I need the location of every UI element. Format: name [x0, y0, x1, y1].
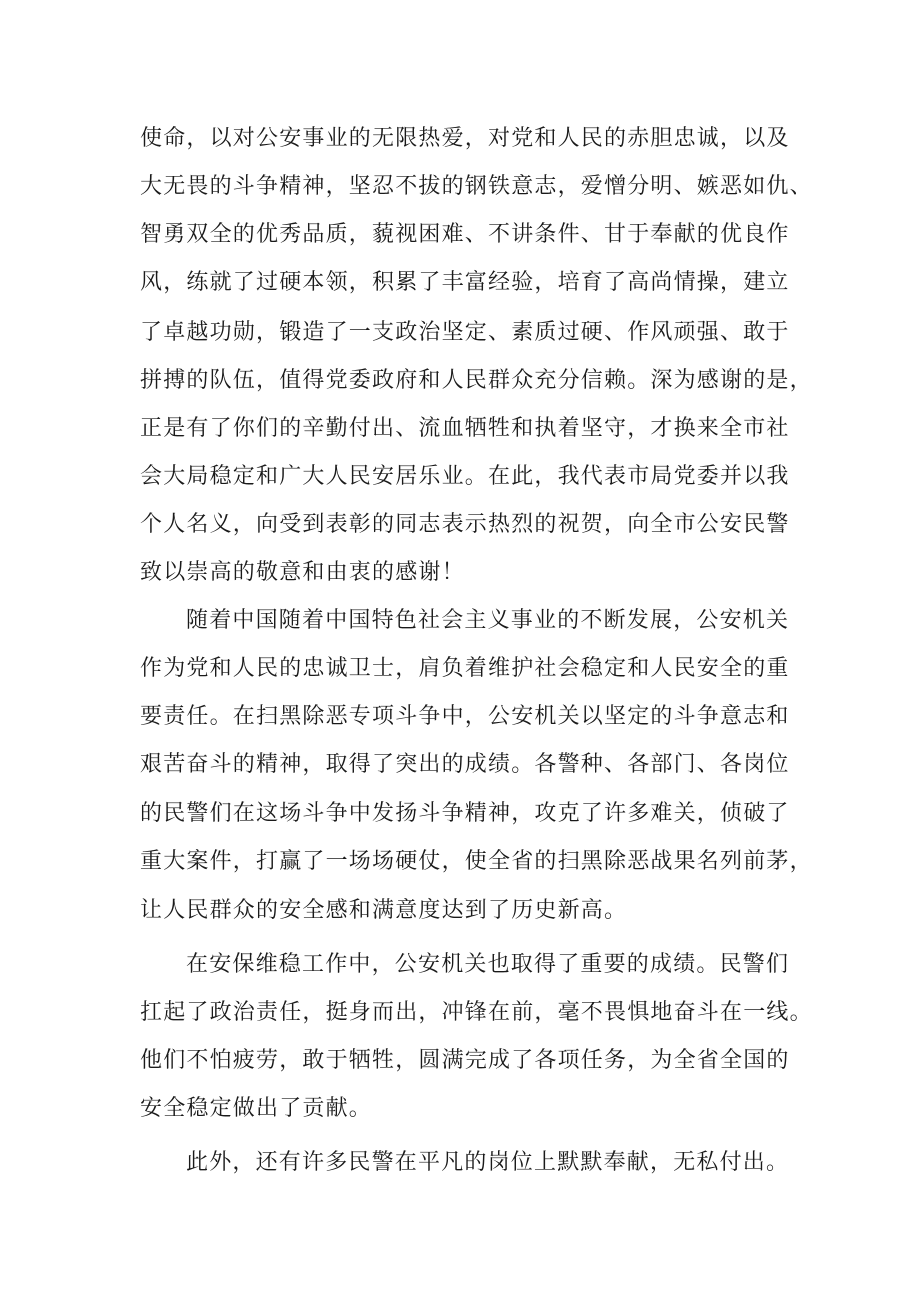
text-line: 要责任。在扫黑除恶专项斗争中，公安机关以坚定的斗争意志和 [140, 704, 790, 729]
text-line: 他们不怕疲劳，敢于牺牲，圆满完成了各项任务，为全省全国的 [140, 1048, 790, 1073]
text-line: 作为党和人民的忠诚卫士，肩负着维护社会稳定和人民安全的重 [140, 656, 790, 681]
text-line: 使命，以对公安事业的无限热爱，对党和人民的赤胆忠诚，以及 [140, 126, 790, 151]
text-line: 艰苦奋斗的精神，取得了突出的成绩。各警种、各部门、各岗位 [140, 752, 790, 777]
text-line: 风，练就了过硬本领，积累了丰富经验，培育了高尚情操，建立 [140, 270, 790, 295]
text-line: 了卓越功勋，锻造了一支政治坚定、素质过硬、作风顽强、敢于 [140, 320, 790, 345]
paragraph-first-line: 随着中国随着中国特色社会主义事业的不断发展，公安机关 [186, 608, 790, 633]
text-line: 智勇双全的优秀品质，藐视困难、不讲条件、甘于奉献的优良作 [140, 222, 790, 247]
text-line: 扛起了政治责任，挺身而出，冲锋在前，毫不畏惧地奋斗在一线。 [140, 1000, 813, 1025]
text-line: 大无畏的斗争精神，坚忍不拔的钢铁意志，爱憎分明、嫉恶如仇、 [140, 174, 813, 199]
text-line: 让人民群众的安全感和满意度达到了历史新高。 [140, 898, 628, 923]
text-line: 的民警们在这场斗争中发扬斗争精神，攻克了许多难关，侦破了 [140, 801, 790, 826]
text-line: 重大案件，打赢了一场场硬仗，使全省的扫黑除恶战果名列前茅， [140, 849, 813, 874]
text-line: 致以崇高的敬意和由衷的感谢！ [140, 560, 465, 585]
text-line: 个人名义，向受到表彰的同志表示热烈的祝贺，向全市公安民警 [140, 512, 790, 537]
text-line: 正是有了你们的辛勤付出、流血牺牲和执着坚守，才换来全市社 [140, 416, 790, 441]
text-line: 拼搏的队伍，值得党委政府和人民群众充分信赖。深为感谢的是， [140, 368, 813, 393]
text-line: 会大局稳定和广大人民安居乐业。在此，我代表市局党委并以我 [140, 464, 790, 489]
paragraph-first-line: 在安保维稳工作中，公安机关也取得了重要的成绩。民警们 [186, 952, 790, 977]
text-line: 安全稳定做出了贡献。 [140, 1096, 373, 1121]
paragraph-first-line: 此外，还有许多民警在平凡的岗位上默默奉献，无私付出。 [186, 1150, 790, 1175]
